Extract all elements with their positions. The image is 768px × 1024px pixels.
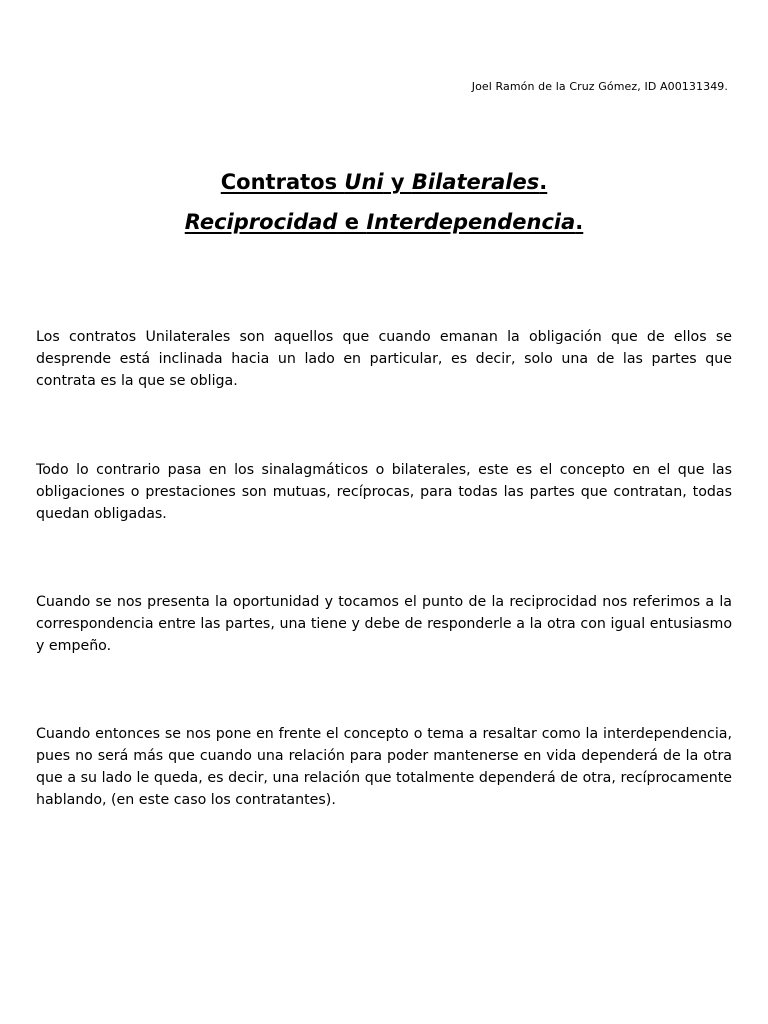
title-text-italic: Uni [344,170,384,194]
title-text: . [539,170,548,194]
title-text-italic: Interdependencia [366,210,576,234]
paragraph-bilaterales: Todo lo contrario pasa en los sinalagmáticos o bilaterales, este es el concepto en el que las obligaciones o prestaciones son mutuas, recíprocas, para todas las partes que contratan, todas quedan obligadas. [36,462,732,522]
title-text: e [337,210,367,234]
title-text-italic: Reciprocidad [184,210,338,234]
title-text: . [575,210,584,234]
paragraph-interdependencia: Cuando entonces se nos pone en frente el concepto o tema a resaltar como la interdependencia, pues no será más que cuando una relación para poder mantenerse en vida dependerá de la otra que a su lado le queda, es decir, una relación que totalmente dependerá de otra, recíprocamente hablando, (en este caso los contratantes). [36,726,732,808]
paragraph-reciprocidad: Cuando se nos presenta la oportunidad y tocamos el punto de la reciprocidad nos referimos a la correspondencia entre las partes, una tiene y debe de responderle a la otra con igual entusiasmo y empeño. [36,594,732,654]
title-line-1 [0,162,768,202]
title-text-italic: Bilaterales [411,170,540,194]
title-line-2 [0,202,768,242]
document-title [0,162,768,242]
author-line: Joel Ramón de la Cruz Gómez, ID A00131349. [471,80,728,93]
title-text: Contratos [220,170,345,194]
title-text: y [383,170,412,194]
paragraph-unilaterales: Los contratos Unilaterales son aquellos que cuando emanan la obligación que de ellos se desprende está inclinada hacia un lado en particular, es decir, solo una de las partes que contrata es la que se obliga. [36,329,732,389]
